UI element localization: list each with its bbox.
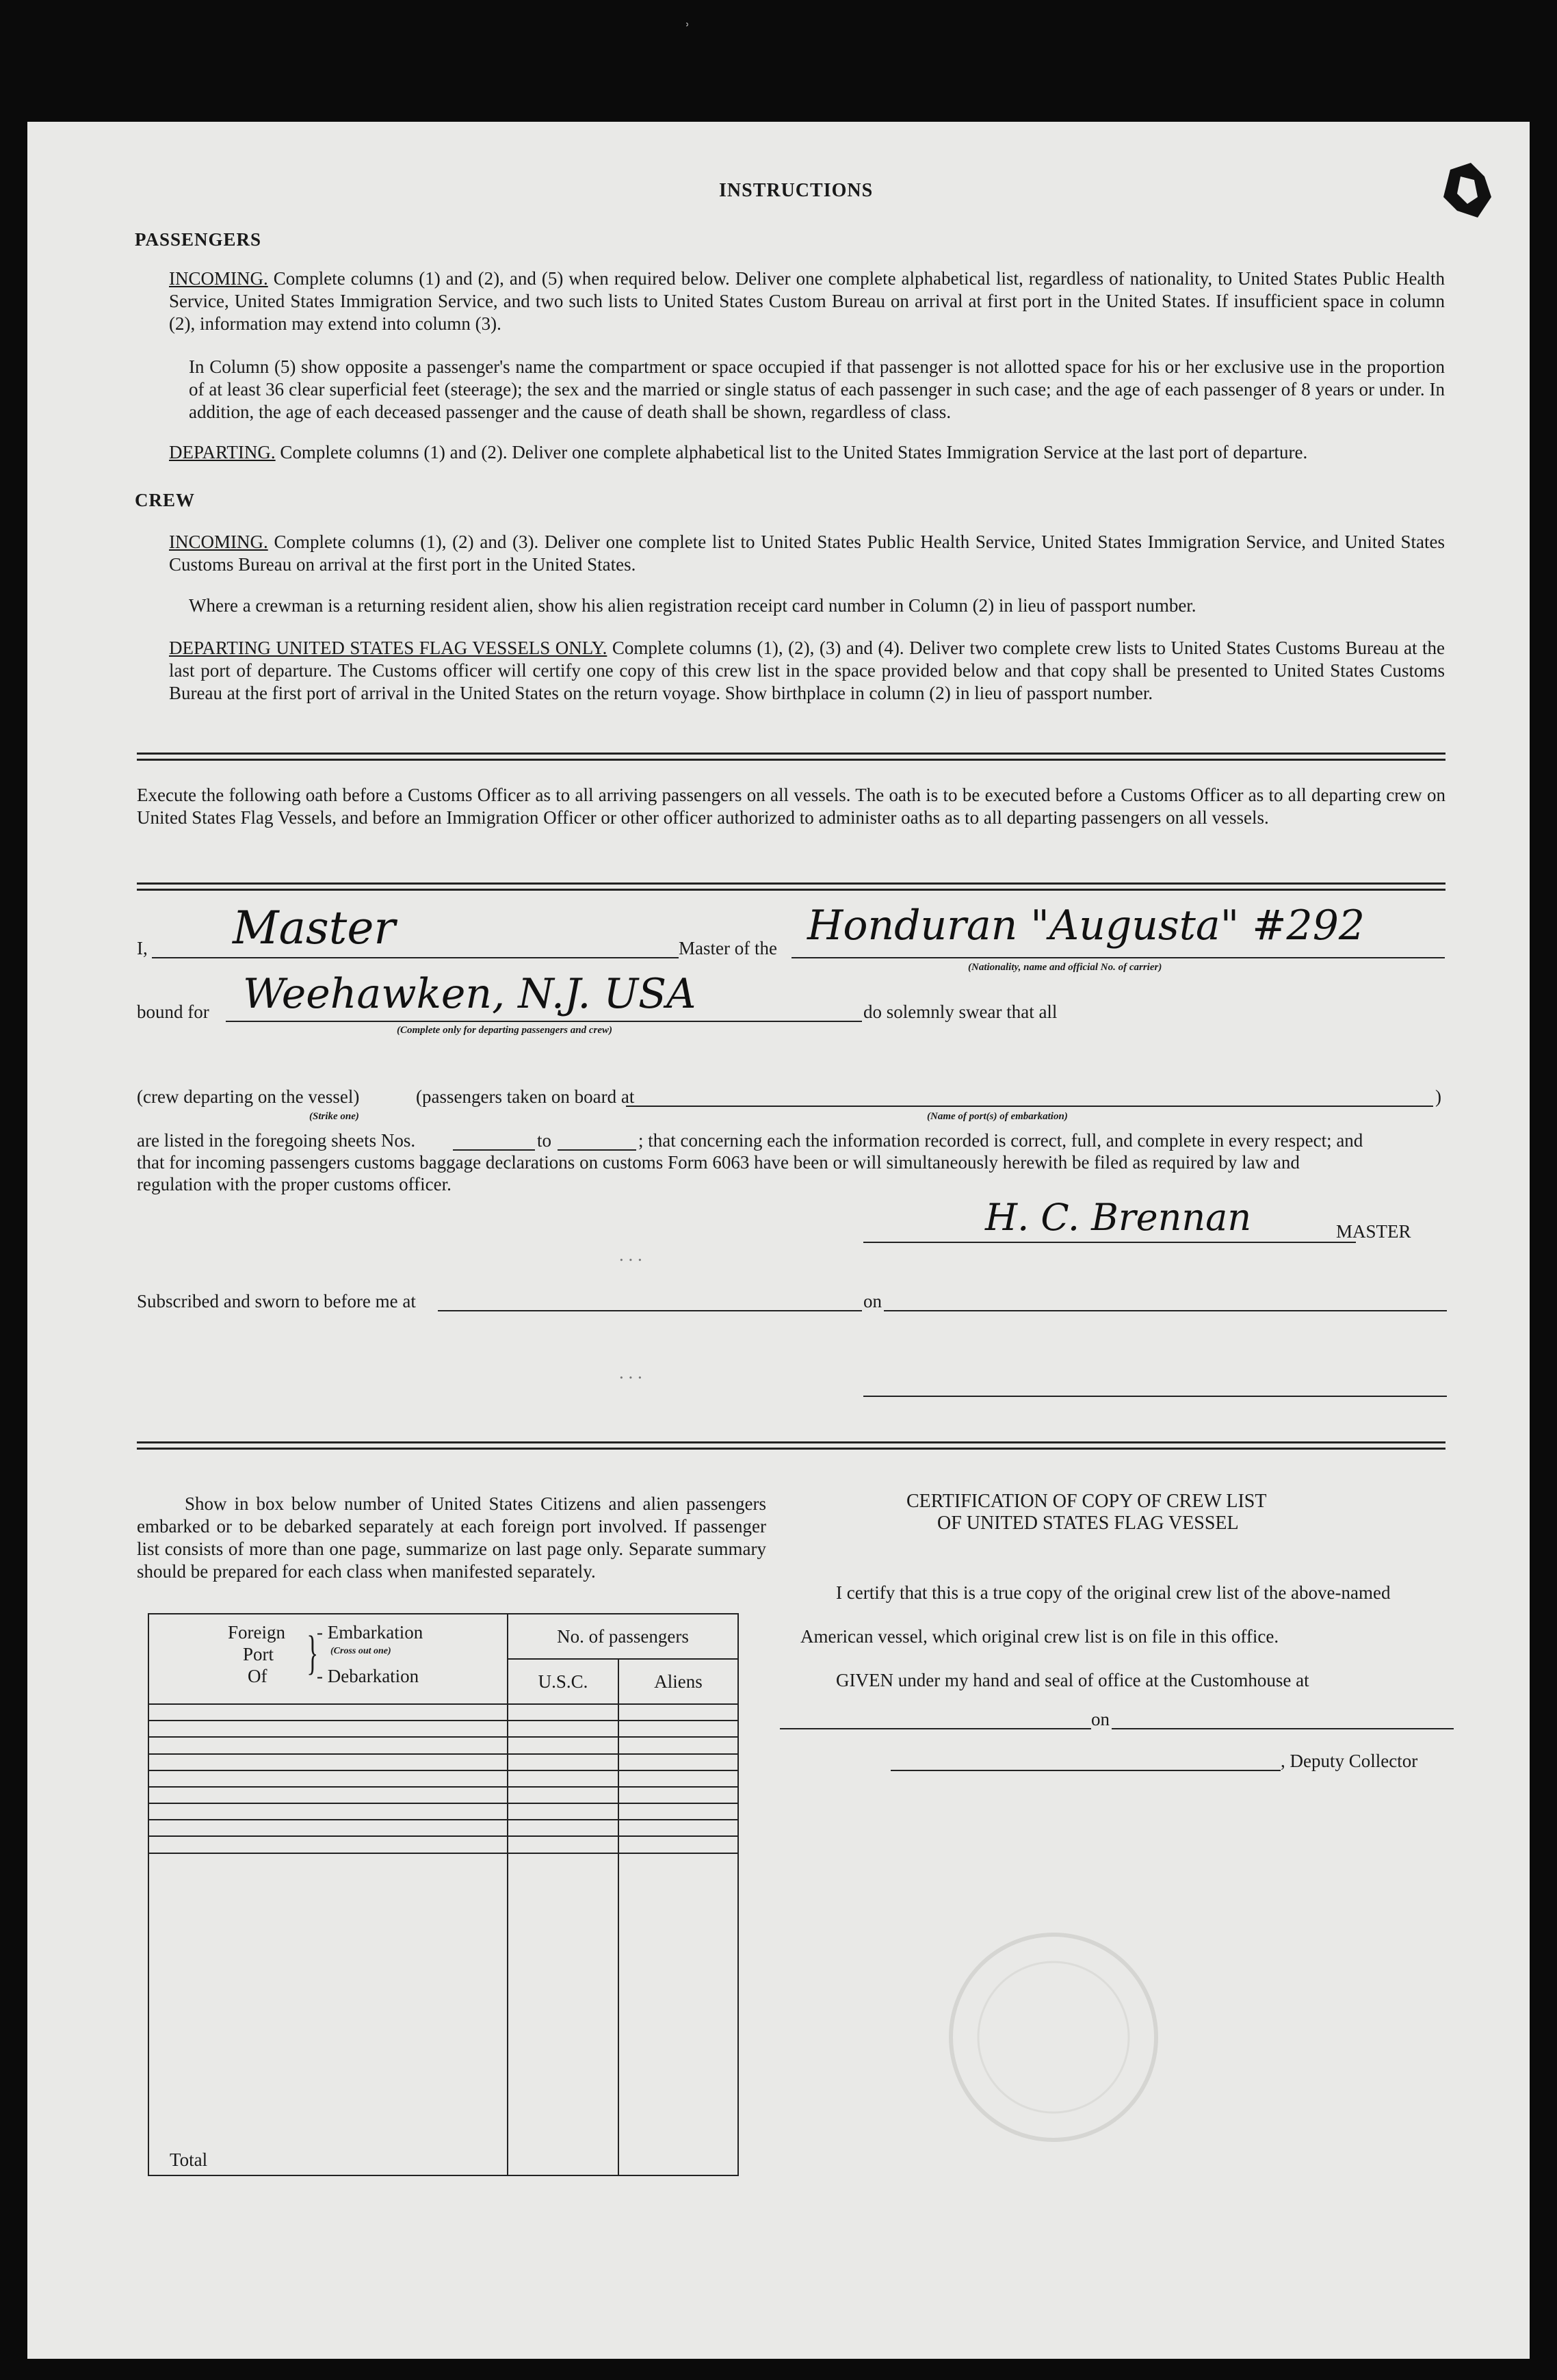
table-row [148, 1737, 738, 1753]
passengers-column5-paragraph: In Column (5) show opposite a passenger's name the compartment or space occupied if that passenger is not allotted space for his or her exclusive use in the proportion of at least 36 clear superficial feet (steerage); the sex and the married or single status of each passenger in such case; and the age of each passenger of 8 years or under. In addition, the age of each deceased passenger and the cause of death shall be shown, regardless of class. [189, 356, 1445, 422]
table-row [148, 1721, 738, 1737]
torn-corner-mark [1409, 149, 1505, 245]
passengers-incoming-label: INCOMING. [169, 268, 268, 289]
sheets-label: are listed in the foregoing sheets Nos. [137, 1130, 416, 1151]
master-name-handwriting[interactable]: Master [233, 902, 395, 954]
summary-instructions: Show in box below number of United States Citizens and alien passengers embarked or to be debarked separately at each foreign port involved. If passenger list consists of more than one page, summarize on last page only. Separate summary should be prepared for each class when manifested separately. [137, 1493, 766, 1582]
vessel-line [791, 957, 1445, 958]
passengers-heading: PASSENGERS [135, 229, 262, 250]
usc-cell[interactable] [508, 1704, 618, 1721]
passengers-incoming-paragraph [169, 267, 1445, 335]
table-row [148, 1770, 738, 1787]
num-passengers-label: No. of passengers [557, 1625, 689, 1647]
name-line [152, 957, 679, 958]
embarkation-label: - Embarkation [317, 1622, 423, 1643]
aliens-cell[interactable] [618, 1754, 738, 1770]
bound-line [226, 1021, 862, 1022]
port-cell[interactable] [148, 1836, 508, 1853]
cross-out-caption: (Cross out one) [330, 1646, 391, 1656]
usc-cell[interactable] [508, 1770, 618, 1787]
table-row [148, 1836, 738, 1853]
subscribed-label: Subscribed and sworn to before me at [137, 1291, 416, 1311]
signature-line [863, 1242, 1356, 1243]
total-label: Total [170, 2149, 208, 2170]
customhouse-line [780, 1728, 1091, 1729]
certification-title-2: OF UNITED STATES FLAG VESSEL [937, 1513, 1239, 1534]
sheets-to-label: to [537, 1130, 552, 1151]
num-passengers-header [508, 1614, 738, 1659]
certification-text-3: GIVEN under my hand and seal of office at the Customhouse at [836, 1670, 1309, 1690]
passengers-incoming-text: Complete columns (1) and (2), and (5) when required below. Deliver one complete alphabetical list, regardless of nationality, to United States Public Health Service, United States Immigration Service, and two such lists to United States Custom Bureau on arrival at first port in the United States. If insufficient space in column (2), information may extend into column (3). [169, 268, 1445, 334]
sheets-rest: ; that concerning each the information recorded is correct, full, and complete in every respect; and [638, 1130, 1363, 1151]
usc-cell[interactable] [508, 1787, 618, 1803]
aliens-cell[interactable] [618, 1721, 738, 1737]
foreign-label: Foreign [228, 1622, 285, 1643]
port-cell[interactable] [148, 1770, 508, 1787]
port-caption: (Name of port(s) of embarkation) [927, 1111, 1068, 1122]
dots-2: . . . [619, 1362, 642, 1383]
subscribed-date-line [884, 1310, 1447, 1311]
brace-left: } [306, 1627, 319, 1679]
bound-caption: (Complete only for departing passengers and crew) [397, 1025, 612, 1036]
certification-text-2: American vessel, which original crew list is on file in this office. [800, 1626, 1279, 1647]
passengers-departing-text: Complete columns (1) and (2). Deliver one complete alphabetical list to the United States Immigration Service at the last port of departure. [280, 442, 1308, 462]
sheet-to-line [558, 1149, 636, 1151]
passenger-summary-table [148, 1613, 739, 2176]
crew-departing-option: (crew departing on the vessel) [137, 1086, 360, 1107]
bound-handwriting[interactable]: Weehawken, N.J. USA [243, 970, 696, 1018]
aliens-cell[interactable] [618, 1770, 738, 1787]
oath-i-label: I, [137, 938, 148, 958]
page-title: INSTRUCTIONS [719, 180, 874, 201]
crew-incoming-text: Complete columns (1), (2) and (3). Deliver one complete list to United States Public Health Service, United States Immigration Service, and United States Customs Bureau on arrival at the first port in the United States. [169, 532, 1445, 575]
usc-cell[interactable] [508, 1820, 618, 1836]
certification-on-label: on [1091, 1709, 1110, 1729]
port-cell[interactable] [148, 1704, 508, 1721]
debarkation-label: - Debarkation [317, 1666, 419, 1686]
top-mark: ʾ [684, 20, 690, 40]
certification-date-line [1112, 1728, 1454, 1729]
embarkation-port-line [626, 1106, 1433, 1107]
total-label-cell [148, 1853, 508, 2175]
aliens-header [618, 1659, 738, 1704]
signature-handwriting[interactable]: H. C. Brennan [985, 1196, 1252, 1239]
master-of-label: Master of the [679, 938, 777, 958]
aliens-cell[interactable] [618, 1737, 738, 1753]
total-usc-cell[interactable] [508, 1853, 618, 2175]
table-row [148, 1820, 738, 1836]
crew-departing-text: Complete columns (1), (2), (3) and (4). Deliver two complete crew lists to United States Customs Bureau at the last port of departure. The Customs officer will certify one copy of this crew list in the space provided below and that copy shall be presented to United States Customs Bureau at the first port of arrival in the United States on the return voyage. Show birthplace in column (2) in lieu of passport number. [169, 638, 1445, 703]
table-row [148, 1787, 738, 1803]
crew-incoming-paragraph [169, 531, 1445, 576]
vessel-caption: (Nationality, name and official No. of carrier) [968, 962, 1162, 973]
summary-divider [137, 1441, 1445, 1450]
swear-label: do solemnly swear that all [863, 1002, 1058, 1022]
regulation-line: regulation with the proper customs officer. [137, 1174, 452, 1194]
vessel-handwriting[interactable]: Honduran "Augusta" #292 [807, 902, 1365, 950]
aliens-cell[interactable] [618, 1803, 738, 1820]
of-label: Of [248, 1666, 267, 1686]
subscribed-on-label: on [863, 1291, 882, 1311]
section-divider [137, 753, 1445, 761]
dots-1: . . . [619, 1244, 642, 1265]
table-row [148, 1803, 738, 1820]
bound-for-label: bound for [137, 1002, 209, 1022]
usc-header [508, 1659, 618, 1704]
baggage-line: that for incoming passengers customs baggage declarations on customs Form 6063 have been or will simultaneously herewith be filed as required by law and [137, 1152, 1300, 1173]
aliens-cell[interactable] [618, 1836, 738, 1853]
port-cell[interactable] [148, 1721, 508, 1737]
usc-cell[interactable] [508, 1721, 618, 1737]
certification-text-1: I certify that this is a true copy of the original crew list of the above-named [836, 1582, 1391, 1603]
crew-resident-paragraph: Where a crewman is a returning resident alien, show his alien registration receipt card number in Column (2) in lieu of passport number. [189, 595, 1196, 616]
crew-departing-paragraph [169, 637, 1445, 705]
total-aliens-cell[interactable] [618, 1853, 738, 2175]
aliens-cell[interactable] [618, 1787, 738, 1803]
port-header-cell [148, 1614, 508, 1704]
port-cell[interactable] [148, 1737, 508, 1753]
aliens-cell[interactable] [618, 1704, 738, 1721]
table-row [148, 1754, 738, 1770]
crew-heading: CREW [135, 490, 196, 510]
passengers-taken-option: (passengers taken on board at [416, 1086, 635, 1107]
subscribed-place-line [438, 1310, 862, 1311]
usc-cell[interactable] [508, 1836, 618, 1853]
close-paren: ) [1435, 1086, 1441, 1107]
sheet-from-line [453, 1149, 535, 1151]
port-cell[interactable] [148, 1803, 508, 1820]
usc-cell[interactable] [508, 1737, 618, 1753]
usc-label: U.S.C. [538, 1671, 588, 1692]
usc-cell[interactable] [508, 1803, 618, 1820]
aliens-label: Aliens [654, 1671, 703, 1692]
oath-intro: Execute the following oath before a Customs Officer as to all arriving passengers on all vessels. The oath is to be executed before a Customs Officer as to all departing crew on United States Flag Vessels, and before an Immigration Officer or other officer authorized to administer oaths as to all departing passengers on all vessels. [137, 785, 1445, 828]
certification-title-1: CERTIFICATION OF COPY OF CREW LIST [906, 1491, 1267, 1512]
passengers-departing-label: DEPARTING. [169, 442, 276, 462]
port-cell[interactable] [148, 1820, 508, 1836]
crew-departing-label: DEPARTING UNITED STATES FLAG VESSELS ONLY. [169, 638, 607, 658]
table-row [148, 1704, 738, 1721]
deputy-signature-line [891, 1770, 1281, 1771]
aliens-cell[interactable] [618, 1820, 738, 1836]
document-page [27, 20, 1530, 2359]
crew-incoming-label: INCOMING. [169, 532, 268, 552]
total-row [148, 1853, 738, 2175]
port-cell[interactable] [148, 1754, 508, 1770]
master-label: MASTER [1336, 1221, 1411, 1242]
officer-signature-line [863, 1396, 1447, 1397]
usc-cell[interactable] [508, 1754, 618, 1770]
port-label: Port [243, 1644, 274, 1664]
faint-seal-stamp [917, 1914, 1190, 2160]
deputy-collector-label: , Deputy Collector [1281, 1751, 1418, 1771]
strike-caption: (Strike one) [309, 1111, 359, 1122]
passengers-departing-paragraph [169, 441, 1445, 464]
port-cell[interactable] [148, 1787, 508, 1803]
oath-divider [137, 882, 1445, 891]
